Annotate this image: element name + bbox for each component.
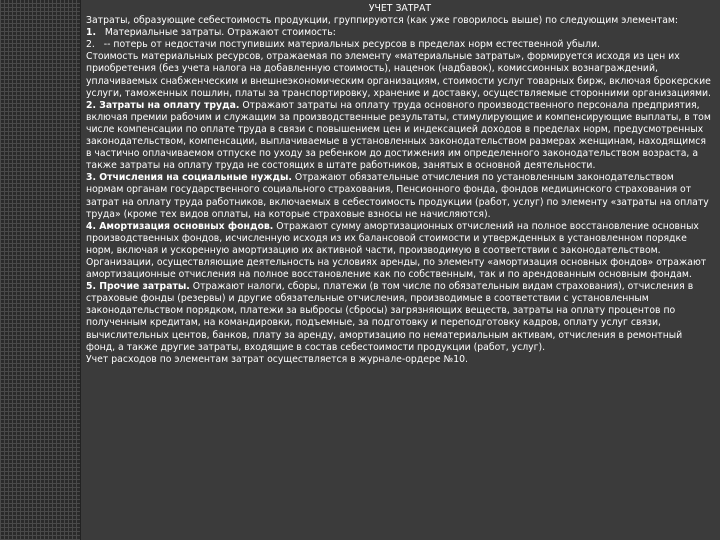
list-item-2-text: потерь от недостачи поступивших материальных ресурсов в пределах норм естественной убыли. xyxy=(113,39,600,51)
decorative-side-stripe xyxy=(0,0,81,540)
list-item-2-number: 2. xyxy=(86,39,95,51)
section-5-text: Отражают налоги, сборы, платежи (в том числе по обязательным видам страхования), отчисления в страховые фонды (резервы) и другие обязательные отчисления, производимые в соответствии с установленным законодательством порядком, платежи за выбросы (сбросы) загрязняющих веществ, затраты на оплату процентов по полученным кредитам, на командировки, подъемные, за подготовку и переподготовку кадров, оплату услуг связи, вычислительных центов, банков, плату за аренду, амортизацию по нематериальным активам, отчисления в ремонтный фонд, а также другие затраты, входящие в состав себестоимости продукции (работ, услуг). xyxy=(86,281,694,353)
section-4-paragraph xyxy=(86,221,714,257)
list-item-1-text: Материальные затраты. Отражают стоимость: xyxy=(104,27,336,39)
section-4-text: Отражают сумму амортизационных отчислений на полное восстановление основных производственных фондов, исчисленную исходя из их балансовой стоимости и утвержденных в установленном порядке норм, включая и ускоренную амортизацию их активной части, производимую в соответствии с законодательством. xyxy=(86,220,699,256)
page-title: УЧЕТ ЗАТРАТ xyxy=(368,3,432,14)
section-3-text: Отражают обязательные отчисления по установленным законодательством нормам органам государственного социального страхования, Пенсионного фонда, фондов медицинского страхования от затрат на оплату труда работников, включаемых в себестоимость продукции (работ, услуг) по элементу «затраты на оплату труда» (кроме тех видов оплаты, на которые страховые взносы не начисляются). xyxy=(86,172,709,220)
section-2-paragraph xyxy=(86,100,714,173)
section-5-paragraph xyxy=(86,281,714,354)
intro-paragraph: Затраты, образующие себестоимость продукции, группируются (как уже говорилось выше) по следующим элементам: xyxy=(86,15,679,27)
list-item-1 xyxy=(86,27,714,39)
list-item-1-number: 1. xyxy=(86,27,97,39)
section-2-heading: 2. Затраты на оплату труда. xyxy=(86,99,240,111)
section-3-paragraph xyxy=(86,172,714,220)
rent-paragraph: Организации, осуществляющие деятельность на условиях аренды, по элементу «амортизация основных фондов» отражают амортизационные отчисления на полное восстановление как по собственным, так и по арендованным основным фондам. xyxy=(86,256,707,281)
list-item-2: 2. ‐‐ потерь от недостачи поступивших материальных ресурсов в пределах норм естественной убыли. xyxy=(86,39,600,51)
section-2-text: Отражают затраты на оплату труда основного производственного персонала предприятия, включая премии рабочим и служащим за производственные результаты, стимулирующие и компенсирующие выплаты, в том числе компенсации по оплате труда в связи с повышением цен и индексацией доходов в пределах норм, предусмотренных законодательством, компенсации, выплачиваемые в установленных законодательством размерах женщинам, находящимся в частично оплачиваемом отпуске по уходу за ребенком до достижения им определенного законодательством возраста, а также затраты на оплату труда не состоящих в штате работников, занятых в основной деятельности. xyxy=(86,99,711,172)
section-4-heading: 4. Амортизация основных фондов. xyxy=(86,220,274,232)
materials-paragraph: Стоимость материальных ресурсов, отражаемая по элементу «материальные затраты», формируется исходя из цен их приобретения (без учета налога на добавленную стоимость), наценок (надбавок), комиссионных вознаграждений, уплачиваемых снабженческим и внешнеэкономическим организациям, стоимости услуг товарных бирж, включая брокерские услуги, таможенных пошлин, платы за транспортировку, хранение и доставку, осуществляемые сторонними организациями. xyxy=(86,51,711,99)
section-5-heading: 5. Прочие затраты. xyxy=(86,281,190,293)
section-3-heading: 3. Отчисления на социальные нужды. xyxy=(86,172,292,184)
document-body xyxy=(86,3,714,366)
closing-paragraph: Учет расходов по элементам затрат осуществляется в журнале-ордере №10. xyxy=(86,353,468,365)
